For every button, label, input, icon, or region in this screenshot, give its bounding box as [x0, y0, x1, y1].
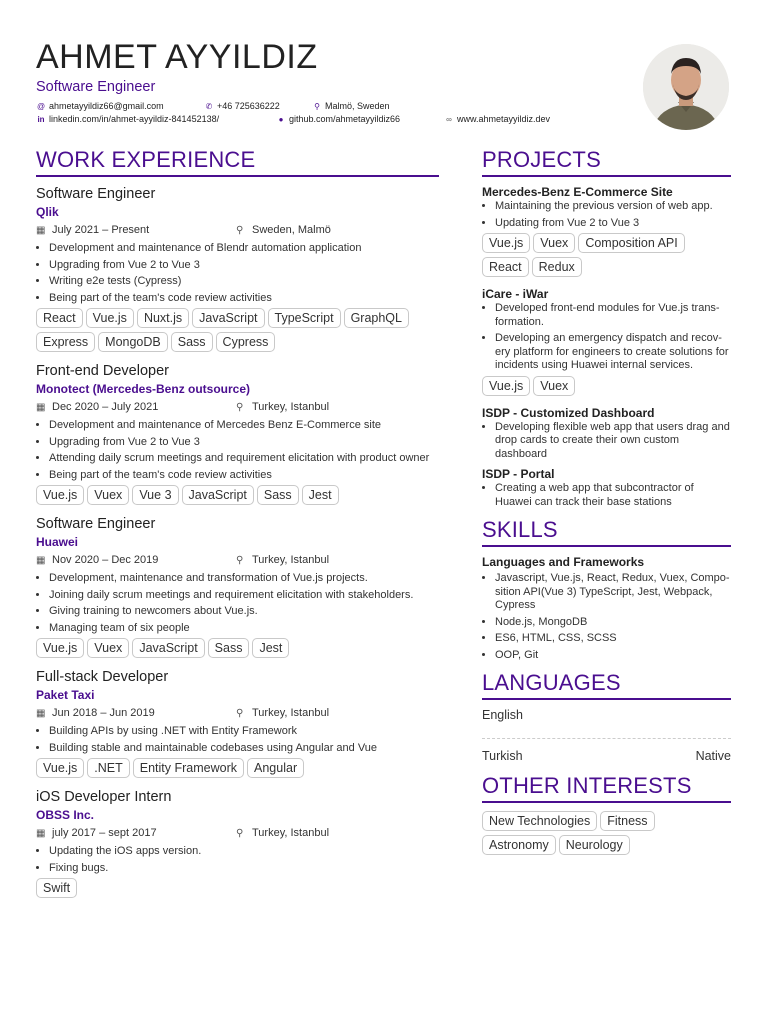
job-bullets	[36, 725, 439, 755]
job-title: Software Engineer	[36, 79, 156, 95]
tech-tag: Vue.js	[86, 308, 134, 328]
skill-item: • Javascript, Vue.js, React, Redux, Vuex, Compo-sition API(Vue 3) TypeScript, Jest, Webpack, Cypress	[495, 572, 731, 613]
bullet-item: • Upgrading from Vue 2 to Vue 3	[49, 259, 439, 273]
job-date-text: July 2021 – Present	[52, 224, 150, 236]
job-date	[36, 401, 158, 413]
project-bullets	[482, 302, 731, 373]
tech-tag: Vue.js	[482, 233, 530, 253]
right-column	[482, 147, 731, 859]
phone-contact[interactable]: ✆ +46 725636222	[205, 101, 280, 111]
bullet-item: • Joining daily scrum meetings and requirement elicitation with stakeholders.	[49, 589, 439, 603]
job-location	[236, 827, 329, 839]
bullet-item: • Updating the iOS apps version.	[49, 845, 439, 859]
project-entry	[482, 406, 731, 462]
tech-tag: Redux	[532, 257, 582, 277]
tech-tag: Sass	[208, 638, 250, 658]
tech-tag: Vue.js	[36, 485, 84, 505]
calendar-icon: ▦	[36, 708, 46, 719]
skills-heading: SKILLS	[482, 517, 731, 547]
language-list	[482, 708, 731, 769]
tech-tags	[36, 308, 439, 356]
tech-tag: Vuex	[533, 233, 575, 253]
languages-heading: LANGUAGES	[482, 670, 731, 700]
bullet-item: • Managing team of six people	[49, 622, 439, 636]
bullet-item: • Developing flexible web app that users drag and drop cards to create their own custom dashboard	[495, 421, 731, 462]
tech-tags	[482, 376, 731, 400]
tech-tag: Vue.js	[482, 376, 530, 396]
job-meta	[36, 222, 439, 240]
job-location-text: Turkey, Istanbul	[252, 707, 330, 719]
language-name: Turkish	[482, 749, 523, 763]
tech-tag: Jest	[252, 638, 289, 658]
map-pin-icon: ⚲	[236, 708, 244, 719]
project-bullets	[482, 482, 731, 509]
job-location	[236, 401, 329, 413]
tech-tag: Cypress	[216, 332, 276, 352]
job-bullets	[36, 845, 439, 875]
project-list	[482, 185, 731, 509]
tech-tag: Vue.js	[36, 758, 84, 778]
job-date	[36, 827, 157, 839]
job-meta	[36, 825, 439, 843]
job-entry-title: Full-stack Developer	[36, 669, 169, 685]
job-entry-title: Software Engineer	[36, 516, 156, 532]
tech-tag: Composition API	[578, 233, 684, 253]
profile-photo	[643, 44, 729, 130]
project-title: ISDP - Customized Dashboard	[482, 405, 655, 420]
tech-tag: Vue.js	[36, 638, 84, 658]
map-pin-icon: ⚲	[236, 828, 244, 839]
map-pin-icon: ⚲	[236, 225, 244, 236]
tech-tag: .NET	[87, 758, 129, 778]
language-row	[482, 749, 731, 769]
tech-tags	[36, 758, 439, 782]
project-title: ISDP - Portal	[482, 467, 555, 481]
bullet-item: • Giving training to newcomers about Vue.js.	[49, 605, 439, 619]
job-date	[36, 224, 149, 236]
tech-tag: Nuxt.js	[137, 308, 189, 328]
linkedin-link[interactable]: in linkedin.com/in/ahmet-ayyildiz-841452138/	[37, 114, 220, 124]
tech-tag: Vuex	[87, 485, 129, 505]
github-icon: ●	[278, 115, 284, 124]
calendar-icon: ▦	[36, 225, 46, 236]
bullet-item: • Upgrading from Vue 2 to Vue 3	[49, 436, 439, 450]
job-location-text: Turkey, Istanbul	[252, 401, 330, 413]
map-pin-icon: ⚲	[314, 102, 320, 111]
tech-tags	[36, 485, 439, 509]
job-location	[236, 224, 331, 236]
job-entry	[36, 185, 439, 356]
skills-list	[482, 572, 731, 662]
job-bullets	[36, 419, 439, 482]
tech-tag: Angular	[247, 758, 304, 778]
job-entry-title: iOS Developer Intern	[36, 789, 172, 805]
email-contact[interactable]: @ ahmetayyildiz66@gmail.com	[36, 101, 164, 111]
job-date-text: Jun 2018 – Jun 2019	[52, 707, 155, 719]
job-meta	[36, 399, 439, 417]
map-pin-icon: ⚲	[236, 402, 244, 413]
project-entry	[482, 467, 731, 509]
company-name: Huawei	[36, 535, 79, 549]
job-location-text: Turkey, Istanbul	[252, 827, 330, 839]
tech-tag: TypeScript	[268, 308, 341, 328]
job-date-text: Dec 2020 – July 2021	[52, 401, 159, 413]
bullet-item: • Development and maintenance of Blendr automation application	[49, 242, 439, 256]
candidate-name: AHMET AYYILDIZ	[36, 38, 318, 76]
bullet-item: • Developed front-end modules for Vue.js trans-formation.	[495, 302, 731, 329]
tech-tag: MongoDB	[98, 332, 168, 352]
projects-heading: PROJECTS	[482, 147, 731, 177]
tech-tag: JavaScript	[182, 485, 254, 505]
job-date-text: Nov 2020 – Dec 2019	[52, 554, 159, 566]
job-list	[36, 185, 439, 902]
bullet-item: • Building stable and maintainable codebases using Angular and Vue	[49, 742, 439, 756]
language-row	[482, 708, 731, 728]
job-entry-title: Front-end Developer	[36, 363, 169, 379]
divider	[482, 738, 731, 739]
left-column	[36, 147, 439, 908]
interest-tags	[482, 811, 731, 859]
job-meta	[36, 552, 439, 570]
interest-tag: New Technologies	[482, 811, 597, 831]
company-name: OBSS Inc.	[36, 808, 95, 822]
tech-tag: Entity Framework	[133, 758, 244, 778]
project-title: iCare - iWar	[482, 287, 549, 301]
job-bullets	[36, 242, 439, 305]
tech-tag: Vuex	[87, 638, 129, 658]
skills-subheading: Languages and Frameworks	[482, 555, 645, 569]
skill-item: • ES6, HTML, CSS, SCSS	[495, 632, 731, 646]
skill-item: • Node.js, MongoDB	[495, 616, 731, 630]
tech-tags	[36, 878, 439, 902]
job-entry	[36, 362, 439, 509]
language-name: English	[482, 708, 523, 722]
job-entry-title: Software Engineer	[36, 186, 156, 202]
bullet-item: • Fixing bugs.	[49, 862, 439, 876]
tech-tag: React	[36, 308, 83, 328]
tech-tag: Swift	[36, 878, 77, 898]
tech-tag: Sass	[171, 332, 213, 352]
phone-icon: ✆	[205, 102, 213, 111]
interest-tag: Neurology	[559, 835, 630, 855]
tech-tag: GraphQL	[344, 308, 409, 328]
linkedin-icon: in	[37, 115, 45, 124]
project-entry	[482, 287, 731, 400]
tech-tag: Vuex	[533, 376, 575, 396]
bullet-item: • Creating a web app that subcontractor of Huawei can track their base stations	[495, 482, 731, 509]
job-location	[236, 707, 329, 719]
bullet-item: • Being part of the team's code review activities	[49, 469, 439, 483]
calendar-icon: ▦	[36, 402, 46, 413]
github-link[interactable]: ● github.com/ahmetayyildiz66	[276, 114, 400, 124]
tech-tag: Vue 3	[132, 485, 178, 505]
tech-tags	[36, 638, 439, 662]
job-entry	[36, 515, 439, 662]
work-experience-heading: WORK EXPERIENCE	[36, 147, 439, 177]
tech-tag: Jest	[302, 485, 339, 505]
project-bullets	[482, 200, 731, 230]
bullet-item: • Being part of the team's code review activities	[49, 292, 439, 306]
tech-tags	[482, 233, 731, 281]
job-location-text: Sweden, Malmö	[252, 224, 331, 236]
location-contact: ⚲ Malmö, Sweden	[312, 101, 390, 111]
company-name: Monotect (Mercedes-Benz outsource)	[36, 382, 251, 396]
website-link[interactable]: ∞ www.ahmetayyildiz.dev	[444, 114, 550, 124]
bullet-item: • Developing an emergency dispatch and recov-ery platform for engineers to create solutions for incidents using Huawei internal services.	[495, 332, 731, 373]
bullet-item: • Development, maintenance and transformation of Vue.js projects.	[49, 572, 439, 586]
bullet-item: • Updating from Vue 2 to Vue 3	[495, 217, 731, 231]
job-bullets	[36, 572, 439, 635]
company-name: Paket Taxi	[36, 688, 95, 702]
bullet-item: • Maintaining the previous version of web app.	[495, 200, 731, 214]
tech-tag: JavaScript	[132, 638, 204, 658]
tech-tag: JavaScript	[192, 308, 264, 328]
job-date-text: july 2017 – sept 2017	[52, 827, 157, 839]
company-name: Qlik	[36, 205, 59, 219]
skill-item: • OOP, Git	[495, 649, 731, 663]
project-entry	[482, 185, 731, 281]
tech-tag: React	[482, 257, 529, 277]
interest-tag: Fitness	[600, 811, 654, 831]
link-icon: ∞	[446, 115, 452, 124]
job-entry	[36, 668, 439, 782]
bullet-item: • Development and maintenance of Mercedes Benz E-Commerce site	[49, 419, 439, 433]
job-location	[236, 554, 329, 566]
bullet-item: • Building APIs by using .NET with Entity Framework	[49, 725, 439, 739]
interest-tag: Astronomy	[482, 835, 556, 855]
tech-tag: Sass	[257, 485, 299, 505]
map-pin-icon: ⚲	[236, 555, 244, 566]
job-meta	[36, 705, 439, 723]
job-date	[36, 554, 158, 566]
job-entry	[36, 788, 439, 902]
calendar-icon: ▦	[36, 828, 46, 839]
at-icon: @	[36, 102, 46, 111]
interests-heading: OTHER INTERESTS	[482, 773, 731, 803]
bullet-item: • Attending daily scrum meetings and requirement elicitation with product owner	[49, 452, 439, 466]
project-title: Mercedes-Benz E-Commerce Site	[482, 185, 673, 199]
job-location-text: Turkey, Istanbul	[252, 554, 330, 566]
language-level: Native	[695, 749, 731, 763]
tech-tag: Express	[36, 332, 95, 352]
job-date	[36, 707, 155, 719]
project-bullets	[482, 421, 731, 462]
calendar-icon: ▦	[36, 555, 46, 566]
bullet-item: • Writing e2e tests (Cypress)	[49, 275, 439, 289]
